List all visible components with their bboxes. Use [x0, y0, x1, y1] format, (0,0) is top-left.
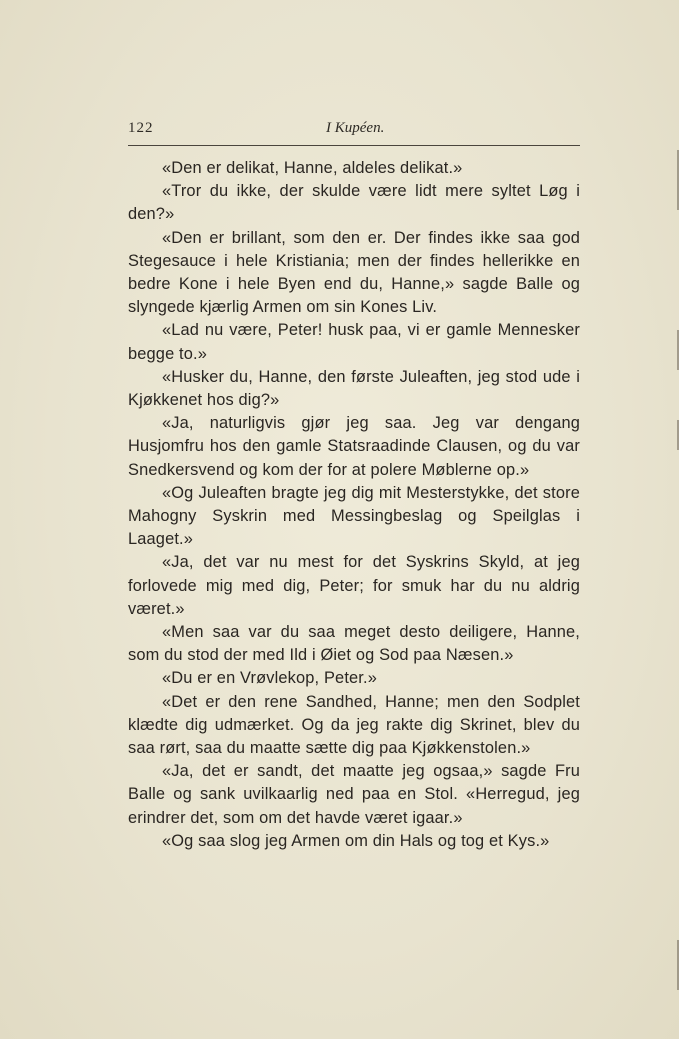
paragraph: «Tror du ikke, der skulde være lidt mere syltet Løg i den?» [128, 182, 580, 224]
paragraph: «Men saa var du saa meget desto deiligere, Hanne, som du stod der med Ild i Øiet og Sod paa Næsen.» [128, 623, 580, 665]
paragraph: «Lad nu være, Peter! husk paa, vi er gamle Mennesker begge to.» [128, 321, 580, 363]
paragraph: «Husker du, Hanne, den første Juleaften, jeg stod ude i Kjøkkenet hos dig?» [128, 367, 580, 410]
paragraph: «Du er en Vrøvlekop, Peter.» [162, 669, 377, 688]
paragraph: «Ja, det var nu mest for det Syskrins Skyld, at jeg forlovede mig med dig, Peter; for smuk har du nu aldrig været.» [128, 553, 580, 618]
paragraph: «Det er den rene Sandhed, Hanne; men den Sodplet klædte dig udmærket. Og da jeg rakte dig Skrinet, blev du saa rørt, saa du maatte sætte dig paa Kjøkkenstolen.» [128, 692, 580, 758]
page-header [128, 120, 580, 144]
page-number: 122 [128, 120, 154, 136]
paragraph: «Den er delikat, Hanne, aldeles delikat.» [162, 159, 463, 177]
paragraph: «Ja, naturligvis gjør jeg saa. Jeg var dengang Husjomfru hos den gamle Statsraadinde Clausen, og du var Snedkersvend og kom der for at polere Møblerne op.» [128, 414, 580, 479]
paragraph: «Ja, det er sandt, det maatte jeg ogsaa,» sagde Fru Balle og sank uvilkaarlig ned paa en Stol. «Herregud, jeg erindrer det, som om det havde været igaar.» [128, 762, 580, 827]
paragraph: «Den er brillant, som den er. Der findes ikke saa god Stegesauce i hele Kristiania; men der findes hellerikke en bedre Kone i hele Byen end du, Hanne,» sagde Balle og slyngede kjærlig Armen om sin Kones Liv. [128, 228, 580, 317]
body-text [128, 157, 580, 853]
paragraph: «Og Juleaften bragte jeg dig mit Mesterstykke, det store Mahogny Syskrin med Messingbeslag og Speilglas i Laaget.» [128, 483, 580, 549]
running-title: I Kupéen. [326, 120, 385, 136]
paragraph: «Og saa slog jeg Armen om din Hals og tog et Kys.» [162, 831, 550, 850]
header-rule [128, 145, 580, 146]
